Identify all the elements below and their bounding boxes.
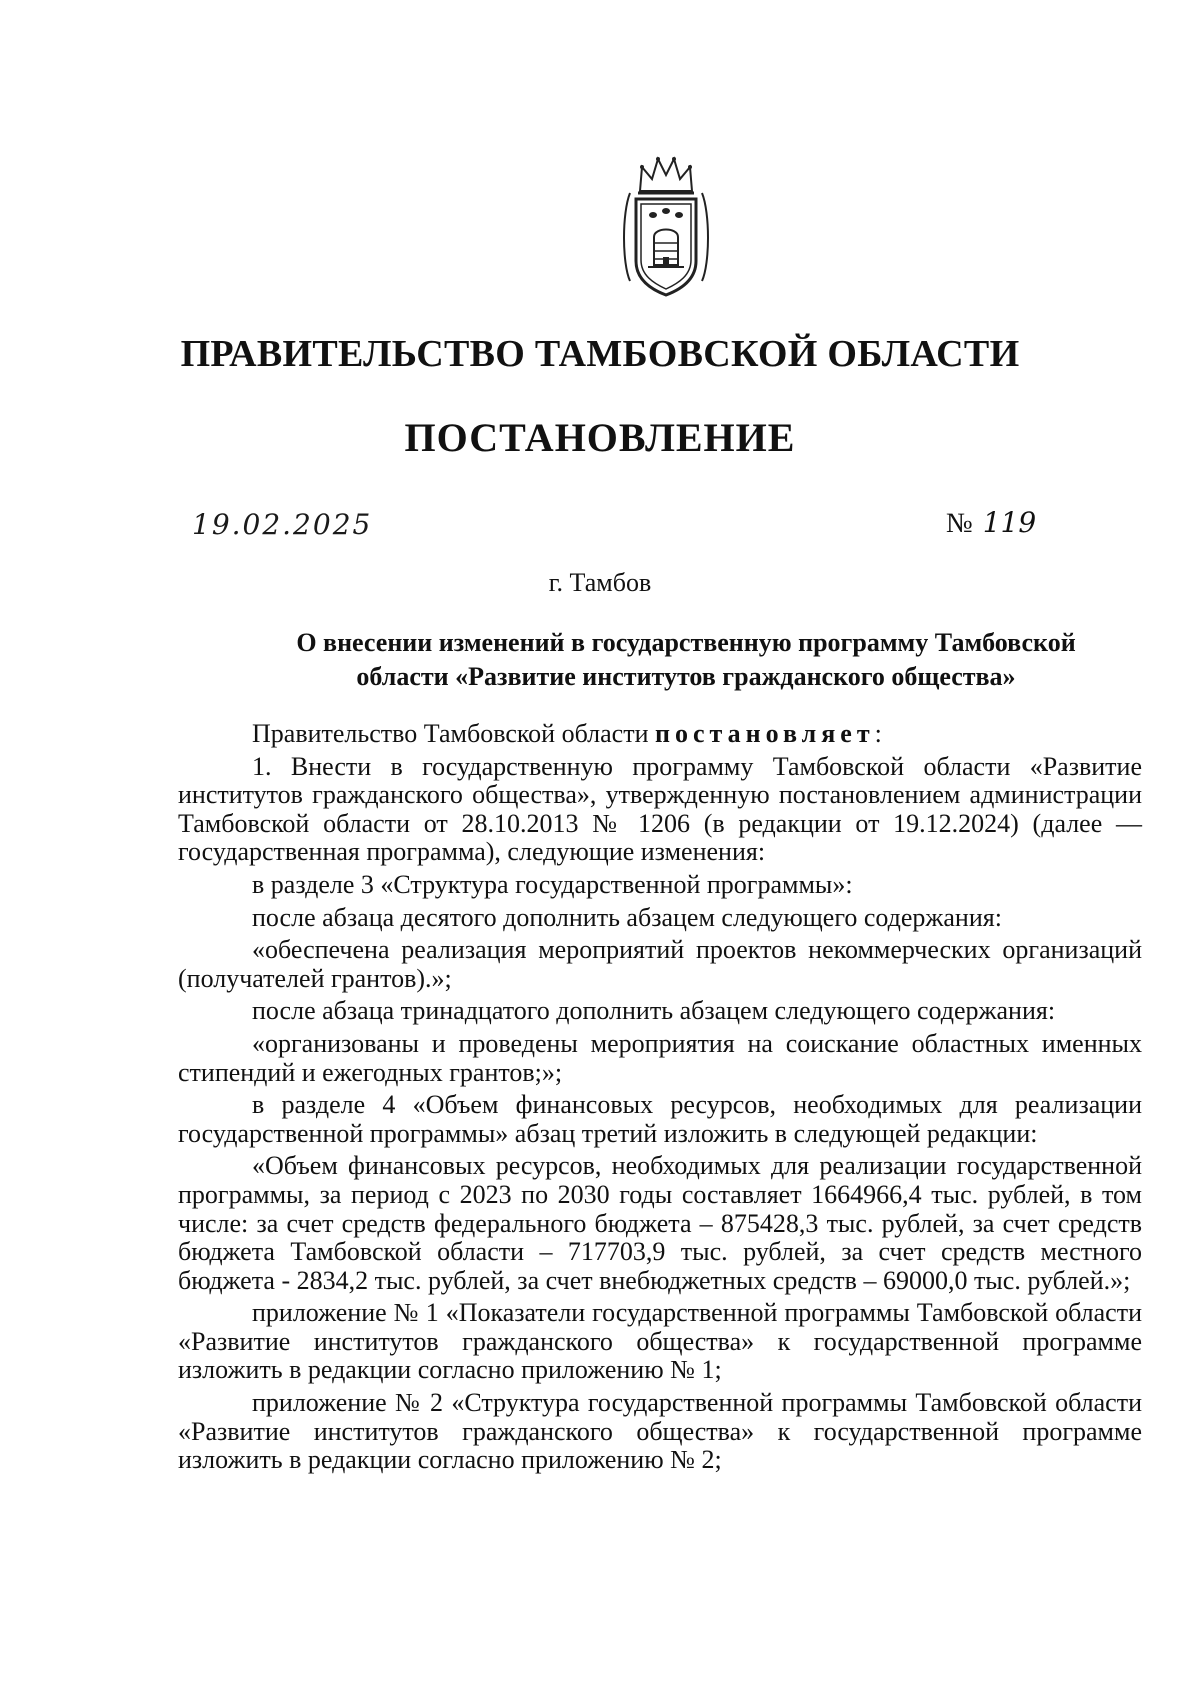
document-date: 19.02.2025 (192, 508, 373, 541)
number-value: 119 (982, 506, 1037, 539)
intro-suffix: : (874, 719, 882, 748)
body-paragraph: «обеспечена реализация мероприятий проектов некоммерческих организаций (получателей грантов).»; (178, 935, 1142, 993)
body-paragraph: «организованы и проведены мероприятия на соискание областных именных стипендий и ежегодных грантов;»; (178, 1028, 1142, 1087)
body-paragraph: «Объем финансовых ресурсов, необходимых для реализации государственной программы, за период с 2023 по 2030 годы составляет 1664966,4 тыс. рублей, в том числе: за счет средств федерального бюджета – 875428,3 тыс. рублей, за счет средств бюджета Тамбовской области – 717703,9 тыс. рублей, за счет средств местного бюджета - 2834,2 тыс. рублей, за счет внебюджетных средств – 69000,0 тыс. рублей.»; (178, 1151, 1142, 1295)
document-type: ПОСТАНОВЛЕНИЕ (404, 415, 796, 460)
number-label: № (946, 508, 973, 539)
intro-paragraph (178, 720, 1142, 749)
body-paragraph: после абзаца тринадцатого дополнить абзацем следующего содержания: (252, 996, 1056, 1026)
body-paragraph: в разделе 3 «Структура государственной программы»: (252, 869, 853, 899)
city: г. Тамбов (548, 568, 652, 597)
intro-prefix: Правительство Тамбовской области (252, 719, 649, 748)
organization-title: ПРАВИТЕЛЬСТВО ТАМБОВСКОЙ ОБЛАСТИ (180, 333, 1020, 375)
document-body (178, 720, 1142, 1479)
intro-emphasis: постановляет (655, 719, 875, 748)
body-paragraph: 1. Внести в государственную программу Тамбовской области «Развитие институтов гражданского общества», утвержденную постановлением администрации Тамбовской области от 28.10.2013 № 1206 (в редакции от 19.12.2024) (далее — государственная программа), следующие изменения: (178, 751, 1142, 867)
body-paragraph: в разделе 4 «Объем финансовых ресурсов, необходимых для реализации государственной программы» абзац третий изложить в следующей редакции: (178, 1090, 1142, 1148)
body-paragraph: после абзаца десятого дополнить абзацем следующего содержания: (252, 902, 1002, 932)
document-number (946, 506, 1036, 540)
body-paragraph: приложение № 1 «Показатели государственной программы Тамбовской области «Развитие институтов гражданского общества» к государственной программе изложить в редакции согласно приложению № 1; (178, 1298, 1142, 1385)
body-paragraph: приложение № 2 «Структура государственной программы Тамбовской области «Развитие институтов гражданского общества» к государственной программе изложить в редакции согласно приложению № 2; (178, 1388, 1142, 1475)
coat-of-arms-icon (620, 153, 712, 303)
document-title: О внесении изменений в государственную программу Тамбовской области «Развитие институтов гражданского общества» (296, 628, 1076, 691)
